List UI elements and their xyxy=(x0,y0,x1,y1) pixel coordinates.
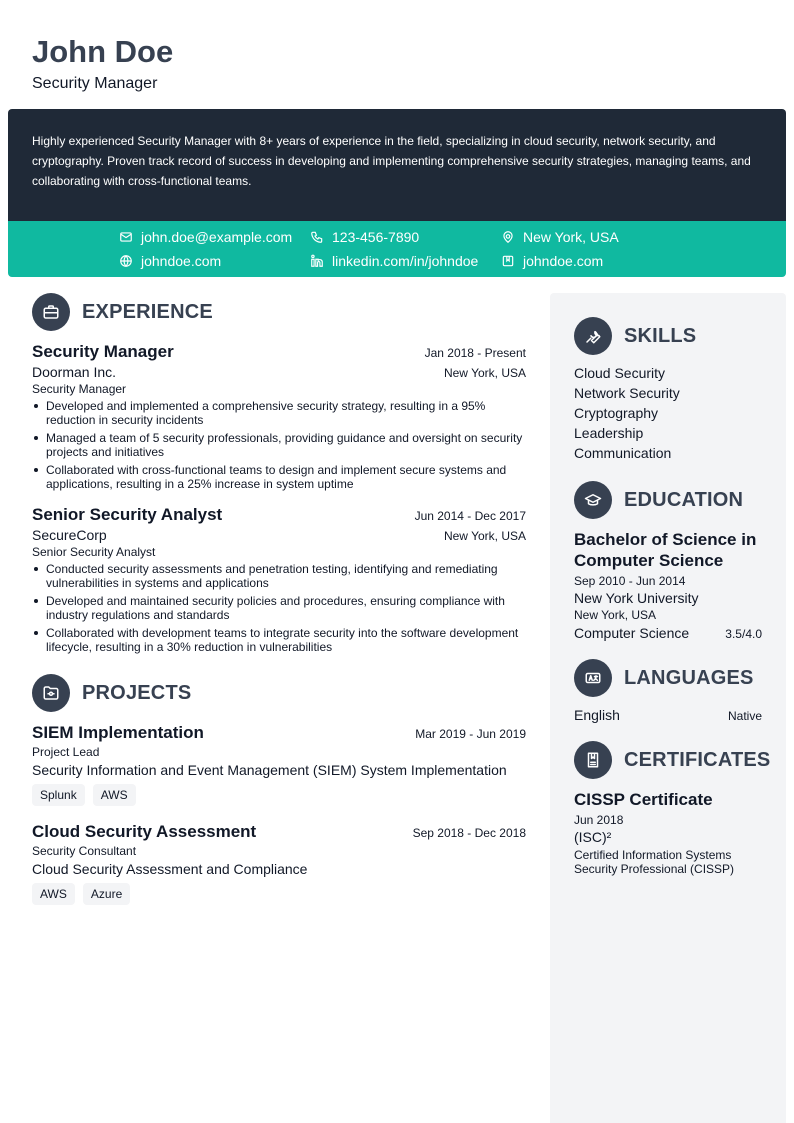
folder-icon xyxy=(32,674,70,712)
languages-heading xyxy=(574,659,762,697)
skills-title: SKILLS xyxy=(624,324,697,347)
map-pin-icon xyxy=(501,230,515,244)
education-title: EDUCATION xyxy=(624,488,744,511)
contact-website[interactable] xyxy=(119,253,221,269)
contact-linkedin-text: linkedin.com/in/johndoe xyxy=(332,253,479,269)
linkedin-icon xyxy=(310,254,324,268)
skills-heading xyxy=(574,317,762,355)
briefcase-icon xyxy=(32,293,70,331)
contact-portfolio[interactable] xyxy=(501,253,603,269)
project-tags xyxy=(32,883,526,905)
job-company: SecureCorp xyxy=(32,527,107,543)
certificate-date: Jun 2018 xyxy=(574,813,624,827)
certificate-icon xyxy=(574,741,612,779)
globe-icon xyxy=(119,254,133,268)
translate-icon xyxy=(574,659,612,697)
project-date: Mar 2019 - Jun 2019 xyxy=(415,727,526,741)
job-location: New York, USA xyxy=(443,366,526,380)
main-column xyxy=(32,293,526,905)
certificate-title: CISSP Certificate xyxy=(574,790,713,809)
project-title: SIEM Implementation xyxy=(32,723,204,742)
experience-title: EXPERIENCE xyxy=(82,300,213,323)
language-item xyxy=(574,707,762,723)
project-description: Cloud Security Assessment and Compliance xyxy=(32,861,308,877)
education-location: New York, USA xyxy=(574,608,657,622)
graduation-cap-icon xyxy=(574,481,612,519)
contact-portfolio-text: johndoe.com xyxy=(523,253,604,269)
phone-icon xyxy=(310,230,324,244)
project-tags xyxy=(32,784,526,806)
project-role: Project Lead xyxy=(32,745,100,759)
language-level: Native xyxy=(727,709,762,723)
contact-location-text: New York, USA xyxy=(523,229,619,245)
projects-title: PROJECTS xyxy=(82,681,192,704)
project-entry xyxy=(32,723,526,806)
contact-email-text: john.doe@example.com xyxy=(141,229,293,245)
job-bullets xyxy=(32,562,526,654)
tag: AWS xyxy=(32,883,75,905)
language-name: English xyxy=(574,707,620,723)
project-title: Cloud Security Assessment xyxy=(32,822,257,841)
skill-item: Cryptography xyxy=(574,405,659,421)
job-date: Jun 2014 - Dec 2017 xyxy=(414,509,526,523)
certificates-title: CERTIFICATES xyxy=(624,748,771,771)
tag: AWS xyxy=(93,784,136,806)
list-item: Conducted security assessments and penetration testing, identifying and remediating vulnerabilities in systems and applications xyxy=(32,562,526,590)
tag: Splunk xyxy=(32,784,85,806)
project-description: Security Information and Event Management (SIEM) System Implementation xyxy=(32,762,507,778)
skill-item: Cloud Security xyxy=(574,365,666,381)
certificates-heading xyxy=(574,741,771,779)
summary-text: Highly experienced Security Manager with 8+ years of experience in the field, specializing in cloud security, network security, and cryptography. Proven track record of success in developing and implementing comprehensive security strategies, managing teams, and collaborating with cross-functional teams. xyxy=(32,134,751,188)
job-location: New York, USA xyxy=(443,529,526,543)
project-date: Sep 2018 - Dec 2018 xyxy=(412,826,526,840)
certificates-section xyxy=(574,741,771,876)
experience-entry xyxy=(32,505,526,654)
education-school: New York University xyxy=(574,590,699,606)
contact-location xyxy=(501,229,619,245)
job-title: Security Manager xyxy=(32,342,174,361)
education-section xyxy=(574,481,762,641)
mail-icon xyxy=(119,230,133,244)
list-item: Developed and maintained security policies and procedures, ensuring compliance with industry regulations and standards xyxy=(32,594,526,622)
project-entry xyxy=(32,822,526,905)
list-item: Collaborated with development teams to integrate security into the software development lifecycle, resulting in a 30% reduction in vulnerabilities xyxy=(32,626,526,654)
contact-phone[interactable] xyxy=(310,229,419,245)
contact-website-text: johndoe.com xyxy=(141,253,222,269)
sidebar xyxy=(550,293,786,1123)
job-date: Jan 2018 - Present xyxy=(424,346,526,360)
education-field: Computer Science xyxy=(574,625,690,641)
job-bullets xyxy=(32,399,526,491)
person-name: John Doe xyxy=(32,34,174,69)
certificate-issuer: (ISC)² xyxy=(574,829,612,845)
contact-linkedin[interactable] xyxy=(310,253,478,269)
education-date: Sep 2010 - Jun 2014 xyxy=(574,574,686,588)
summary-panel xyxy=(8,109,786,221)
contact-phone-text: 123-456-7890 xyxy=(332,229,420,245)
project-role: Security Consultant xyxy=(32,844,137,858)
contact-email[interactable] xyxy=(119,229,292,245)
job-title: Senior Security Analyst xyxy=(32,505,223,524)
list-item: Developed and implemented a comprehensive security strategy, resulting in a 95% reduction in security incidents xyxy=(32,399,526,427)
job-role: Senior Security Analyst xyxy=(32,545,156,559)
projects-heading xyxy=(32,674,526,712)
skill-item: Network Security xyxy=(574,385,680,401)
job-role: Security Manager xyxy=(32,382,127,396)
skills-section xyxy=(574,317,762,463)
languages-section xyxy=(574,659,762,723)
education-heading xyxy=(574,481,762,519)
experience-heading xyxy=(32,293,526,331)
languages-title: LANGUAGES xyxy=(624,666,754,689)
resume-header xyxy=(32,34,173,94)
skill-item: Leadership xyxy=(574,425,644,441)
person-title: Security Manager xyxy=(32,75,158,92)
skill-item: Communication xyxy=(574,445,672,461)
bookmark-icon xyxy=(501,254,515,268)
list-item: Managed a team of 5 security professionals, providing guidance and oversight on security projects and initiatives xyxy=(32,431,526,459)
education-degree: Bachelor of Science in Computer Science xyxy=(574,530,757,570)
contact-bar xyxy=(8,221,786,277)
experience-entry xyxy=(32,342,526,491)
tag: Azure xyxy=(83,883,130,905)
list-item: Collaborated with cross-functional teams to design and implement secure systems and applications, resulting in a 25% increase in system uptime xyxy=(32,463,526,491)
certificate-description: Certified Information Systems Security Professional (CISSP) xyxy=(574,848,735,876)
education-gpa: 3.5/4.0 xyxy=(725,627,762,641)
job-company: Doorman Inc. xyxy=(32,364,117,380)
wrench-icon xyxy=(574,317,612,355)
